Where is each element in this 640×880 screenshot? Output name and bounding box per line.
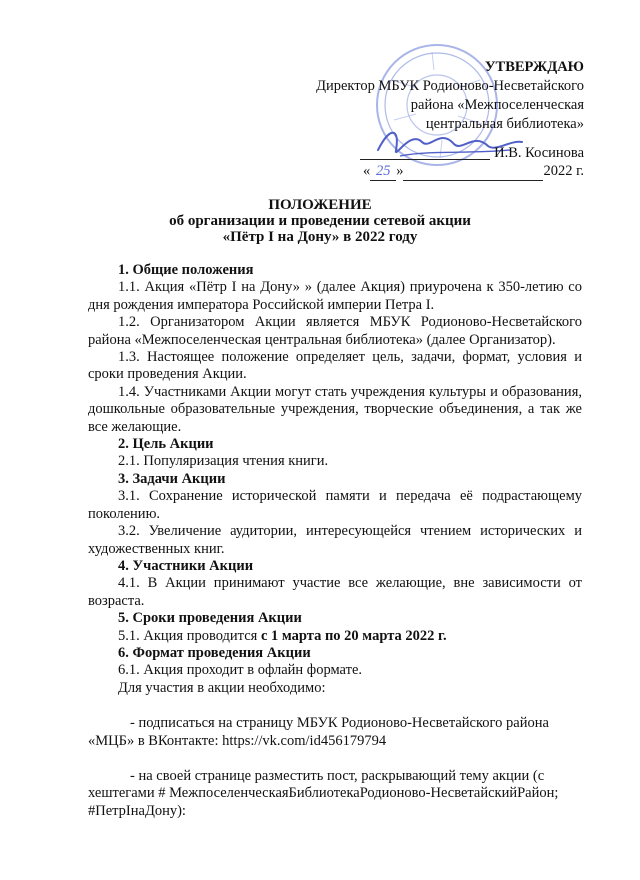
signer-name: И.В. Косинова xyxy=(494,145,584,161)
section-2-p1: 2.1. Популяризация чтения книги. xyxy=(118,453,329,470)
section-5-p1 xyxy=(88,628,582,645)
section-1-p3: 1.3. Настоящее положение определяет цель, задачи, формат, условия и сроки проведения Акции. xyxy=(88,349,582,383)
spacer xyxy=(88,697,582,715)
section-4-p1: 4.1. В Акции принимают участие все желающие, вне зависимости от возраста. xyxy=(88,575,582,609)
section-1-p1: 1.1. Акция «Пётр I на Дону» » (далее Акция) приурочена к 350-летию со дня рождения императора Российской империи Петра I. xyxy=(88,279,582,313)
approval-line-2: района «Межпоселенческая xyxy=(410,97,584,113)
section-5-p1-text: 5.1. Акция проводится xyxy=(118,627,261,644)
doc-subtitle-1: об организации и проведении сетевой акции xyxy=(169,213,471,229)
date-close-quote: » xyxy=(396,163,404,179)
section-6-item-2: - на своей странице разместить пост, раскрывающий тему акции (с хештегами # МежпоселенческаяБиблиотекаРодионово-НесветайскийРайон; #ПетрIнаДону): xyxy=(88,767,559,819)
section-1-p4: 1.4. Участниками Акции могут стать учреждения культуры и образования, дошкольные образовательные учреждения, творческие объединения, а так же все желающие. xyxy=(88,383,582,435)
section-6-item-1: - подписаться на страницу МБУК Родионово-Несветайского района «МЦБ» в ВКонтакте: https://vk.com/id456179794 xyxy=(88,715,549,749)
section-6-heading: 6. Формат проведения Акции xyxy=(118,644,311,661)
approval-date xyxy=(363,163,584,181)
date-month-blank xyxy=(403,163,543,181)
section-1-heading: 1. Общие положения xyxy=(118,262,254,278)
doc-title: ПОЛОЖЕНИЕ xyxy=(268,197,372,213)
section-1-p2: 1.2. Организатором Акции является МБУК Родионово-Несветайского района «Межпоселенческая центральная библиотека» (далее Организатор). xyxy=(88,314,582,348)
doc-subtitle-2: «Пётр I на Дону» в 2022 году xyxy=(222,229,418,245)
date-day: 25 xyxy=(370,163,396,181)
date-open-quote: « xyxy=(362,163,371,179)
section-6-p2: Для участия в акции необходимо: xyxy=(118,679,326,696)
spacer xyxy=(88,750,582,768)
approval-line-3: центральная библиотека» xyxy=(425,116,584,132)
section-5-p1-dates: с 1 марта по 20 марта 2022 г. xyxy=(260,627,447,644)
section-2-heading: 2. Цель Акции xyxy=(118,436,214,453)
date-year: 2022 г. xyxy=(543,163,584,179)
document-body xyxy=(88,262,582,820)
signature-line xyxy=(360,145,490,160)
section-5-heading: 5. Сроки проведения Акции xyxy=(118,610,302,627)
approval-block xyxy=(284,58,584,134)
section-3-heading: 3. Задачи Акции xyxy=(118,470,226,487)
section-4-heading: 4. Участники Акции xyxy=(118,557,254,574)
approval-title: УТВЕРЖДАЮ xyxy=(484,59,584,75)
section-3-p1: 3.1. Сохранение исторической памяти и передача её подрастающему поколению. xyxy=(88,488,582,522)
approval-line-1: Директор МБУК Родионово-Несветайского xyxy=(316,78,584,94)
section-6-p1: 6.1. Акция проходит в офлайн формате. xyxy=(118,662,363,679)
section-3-p2: 3.2. Увеличение аудитории, интересующейся чтением исторических и художественных книг. xyxy=(88,523,582,557)
